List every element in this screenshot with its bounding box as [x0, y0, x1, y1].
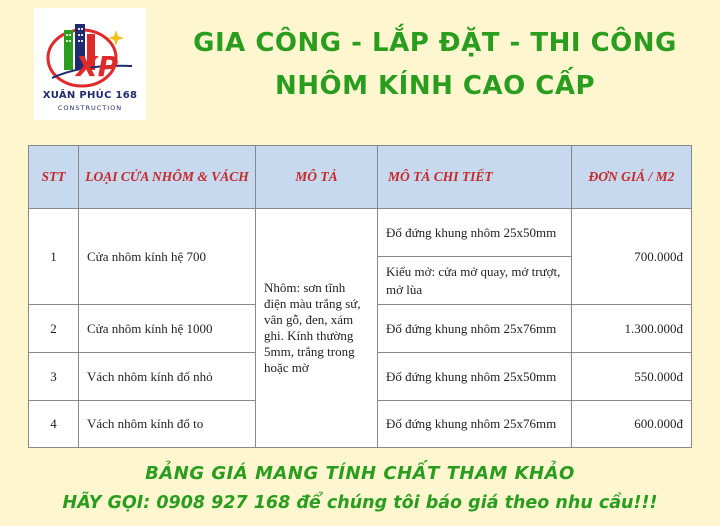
cell-stt: 2: [29, 305, 79, 353]
cell-type: Vách nhôm kính đố to: [79, 401, 256, 448]
cell-type: Cửa nhôm kính hệ 1000: [79, 305, 256, 353]
cell-detail: Đố đứng khung nhôm 25x50mm: [378, 209, 572, 257]
cell-detail: Đố đứng khung nhôm 25x50mm: [378, 353, 572, 401]
cell-detail: Đố đứng khung nhôm 25x76mm: [378, 305, 572, 353]
cell-stt: 1: [29, 209, 79, 305]
cell-detail-2: Kiểu mở: cửa mở quay, mở trượt, mở lùa: [378, 257, 572, 305]
table-header-row: [29, 146, 692, 209]
price-table: [28, 145, 692, 448]
table-row: [29, 209, 692, 257]
cell-price: 700.000đ: [572, 209, 692, 305]
logo-subtitle: CONSTRUCTION: [57, 104, 123, 112]
cell-description: Nhôm: sơn tĩnh điện màu trắng sứ, vân gỗ, đen, xám ghi. Kính thường 5mm, trắng trong hoặc mờ: [256, 209, 378, 448]
cell-price: 1.300.000đ: [572, 305, 692, 353]
cell-price: 550.000đ: [572, 353, 692, 401]
disclaimer-text: BẢNG GIÁ MANG TÍNH CHẤT THAM KHẢO: [145, 463, 575, 484]
header-desc: MÔ TẢ: [256, 146, 378, 209]
cell-stt: 3: [29, 353, 79, 401]
logo-company-name: XUÂN PHÚC 168: [42, 90, 138, 101]
cell-detail: Đố đứng khung nhôm 25x76mm: [378, 401, 572, 448]
cell-type: Cửa nhôm kính hệ 700: [79, 209, 256, 305]
svg-text:XP: XP: [76, 50, 119, 82]
header-type: LOẠI CỬA NHÔM & VÁCH: [79, 146, 256, 209]
cell-price: 600.000đ: [572, 401, 692, 448]
page-title-line2: NHÔM KÍNH CAO CẤP: [274, 71, 596, 101]
page-title-line1: GIA CÔNG - LẮP ĐẶT - THI CÔNG: [193, 28, 677, 58]
xp-monogram-icon: [74, 48, 140, 82]
header-detail: MÔ TẢ CHI TIẾT: [378, 146, 572, 209]
cell-stt: 4: [29, 401, 79, 448]
call-to-action-text: HÃY GỌI: 0908 927 168 để chúng tôi báo giá theo nhu cầu!!!: [62, 493, 658, 513]
header-stt: STT: [29, 146, 79, 209]
company-logo: [34, 8, 146, 120]
header-price: ĐƠN GIÁ / M2: [572, 146, 692, 209]
cell-type: Vách nhôm kính đố nhỏ: [79, 353, 256, 401]
